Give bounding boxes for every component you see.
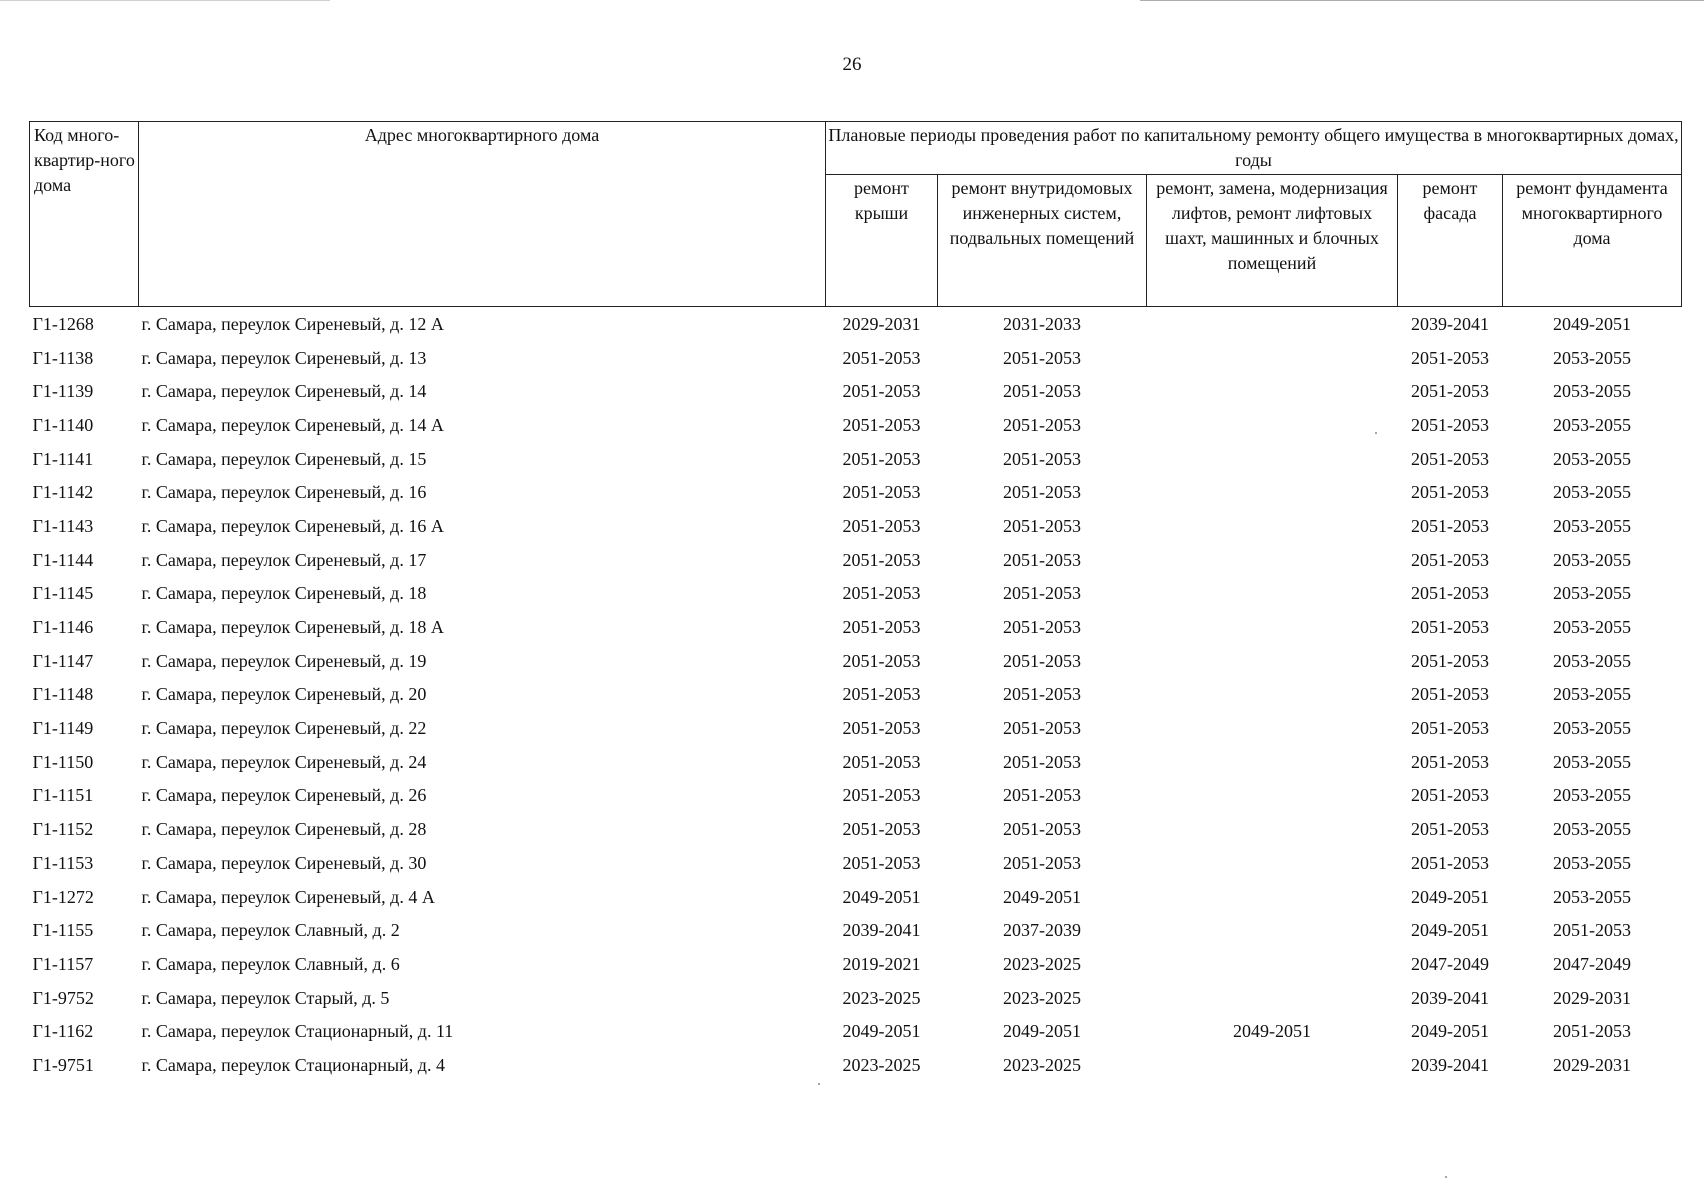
cell-address: г. Самара, переулок Сиреневый, д. 12 А: [141, 313, 444, 334]
cell-foundation: 2053-2055: [1553, 852, 1631, 873]
header-foundation: ремонт фундамента многоквартирного дома: [1503, 175, 1682, 307]
cell-code: Г1-1146: [32, 617, 94, 638]
scan-rule-right: [1140, 0, 1704, 1]
cell-facade: 2051-2053: [1411, 751, 1489, 772]
cell-systems: 2051-2053: [1003, 819, 1081, 840]
cell-foundation: 2053-2055: [1553, 718, 1631, 739]
cell-foundation: 2053-2055: [1553, 819, 1631, 840]
cell-code: Г1-1144: [32, 549, 94, 570]
table-row: [30, 475, 1682, 509]
cell-roof: 2023-2025: [842, 1054, 921, 1075]
cell-systems: 2051-2053: [1003, 482, 1081, 503]
header-systems: ремонт внутридомовых инженерных систем, подвальных помещений: [938, 175, 1147, 307]
cell-code: Г1-1272: [32, 886, 94, 907]
cell-lifts: [1147, 475, 1398, 509]
cell-facade: 2051-2053: [1411, 414, 1489, 435]
cell-address: г. Самара, переулок Сиреневый, д. 26: [141, 785, 427, 806]
cell-roof: 2051-2053: [842, 414, 921, 435]
cell-code: Г1-1152: [32, 819, 94, 840]
header-roof: ремонт крыши: [826, 175, 938, 307]
cell-systems: 2051-2053: [1003, 549, 1081, 570]
cell-roof: 2051-2053: [842, 785, 921, 806]
cell-foundation: 2053-2055: [1553, 886, 1631, 907]
scan-speck: [1445, 1176, 1447, 1178]
cell-code: Г1-1149: [32, 718, 94, 739]
cell-address: г. Самара, переулок Сиреневый, д. 15: [141, 448, 427, 469]
cell-roof: 2051-2053: [842, 482, 921, 503]
cell-roof: 2051-2053: [842, 819, 921, 840]
cell-code: Г1-1143: [32, 515, 94, 536]
table-row: [30, 408, 1682, 442]
cell-facade: 2051-2053: [1411, 852, 1489, 873]
cell-lifts: [1147, 610, 1398, 644]
cell-systems: 2051-2053: [1003, 583, 1081, 604]
cell-facade: 2051-2053: [1411, 819, 1489, 840]
table-row: [30, 981, 1682, 1015]
cell-facade: 2047-2049: [1411, 953, 1489, 974]
cell-code: Г1-1153: [32, 852, 94, 873]
cell-foundation: 2053-2055: [1553, 583, 1631, 604]
cell-lifts: [1147, 543, 1398, 577]
cell-lifts: [1147, 981, 1398, 1015]
cell-lifts: [1147, 408, 1398, 442]
header-code: Код много-квартир-ного дома: [30, 122, 139, 307]
cell-lifts: [1147, 1048, 1398, 1082]
cell-foundation: 2051-2053: [1553, 920, 1631, 941]
cell-facade: 2051-2053: [1411, 718, 1489, 739]
cell-foundation: 2053-2055: [1553, 347, 1631, 368]
table-row: [30, 577, 1682, 611]
cell-code: Г1-9752: [32, 987, 94, 1008]
cell-code: Г1-9751: [32, 1054, 94, 1075]
cell-code: Г1-1142: [32, 482, 94, 503]
cell-facade: 2039-2041: [1411, 987, 1489, 1008]
cell-facade: 2039-2041: [1411, 313, 1489, 334]
cell-foundation: 2049-2051: [1553, 313, 1631, 334]
cell-code: Г1-1268: [32, 313, 94, 334]
cell-address: г. Самара, переулок Сиреневый, д. 18 А: [141, 617, 444, 638]
cell-roof: 2051-2053: [842, 381, 921, 402]
cell-address: г. Самара, переулок Сиреневый, д. 14 А: [141, 414, 444, 435]
cell-systems: 2031-2033: [1003, 313, 1081, 334]
cell-facade: 2051-2053: [1411, 650, 1489, 671]
cell-systems: 2049-2051: [1003, 886, 1081, 907]
header-facade: ремонт фасада: [1398, 175, 1503, 307]
cell-facade: 2049-2051: [1411, 1021, 1489, 1042]
cell-foundation: 2053-2055: [1553, 650, 1631, 671]
cell-foundation: 2053-2055: [1553, 617, 1631, 638]
cell-address: г. Самара, переулок Стационарный, д. 11: [141, 1021, 454, 1042]
cell-facade: 2049-2051: [1411, 886, 1489, 907]
cell-code: Г1-1148: [32, 684, 94, 705]
cell-address: г. Самара, переулок Старый, д. 5: [141, 987, 390, 1008]
cell-lifts: [1147, 678, 1398, 712]
repair-schedule-table: [29, 121, 1682, 1082]
cell-lifts: [1147, 577, 1398, 611]
header-periods-group: Плановые периоды проведения работ по капитальному ремонту общего имущества в многоквартирных домах, годы: [826, 122, 1682, 175]
cell-roof: 2019-2021: [842, 953, 921, 974]
cell-code: Г1-1150: [32, 751, 94, 772]
cell-systems: 2051-2053: [1003, 347, 1081, 368]
scan-speck: [1375, 432, 1377, 434]
cell-roof: 2051-2053: [842, 347, 921, 368]
cell-roof: 2051-2053: [842, 650, 921, 671]
table-row: [30, 812, 1682, 846]
header-lifts: ремонт, замена, модернизация лифтов, ремонт лифтовых шахт, машинных и блочных помещений: [1147, 175, 1398, 307]
cell-code: Г1-1145: [32, 583, 94, 604]
table-row: [30, 610, 1682, 644]
table-row: [30, 307, 1682, 341]
table-row: [30, 846, 1682, 880]
header-address: Адрес многоквартирного дома: [139, 122, 826, 307]
scan-speck: [818, 1083, 820, 1085]
table-row: [30, 947, 1682, 981]
cell-foundation: 2029-2031: [1553, 1054, 1631, 1075]
cell-systems: 2049-2051: [1003, 1021, 1081, 1042]
cell-code: Г1-1151: [32, 785, 94, 806]
cell-roof: 2051-2053: [842, 515, 921, 536]
cell-lifts: [1147, 509, 1398, 543]
cell-address: г. Самара, переулок Сиреневый, д. 22: [141, 718, 427, 739]
table-row: [30, 442, 1682, 476]
cell-systems: 2051-2053: [1003, 852, 1081, 873]
cell-code: Г1-1157: [32, 953, 94, 974]
cell-foundation: 2053-2055: [1553, 414, 1631, 435]
cell-lifts: [1147, 644, 1398, 678]
cell-address: г. Самара, переулок Сиреневый, д. 19: [141, 650, 427, 671]
cell-address: г. Самара, переулок Сиреневый, д. 16: [141, 482, 427, 503]
cell-address: г. Самара, переулок Сиреневый, д. 13: [141, 347, 427, 368]
cell-lifts: [1147, 779, 1398, 813]
cell-facade: 2051-2053: [1411, 785, 1489, 806]
cell-address: г. Самара, переулок Сиреневый, д. 4 А: [141, 886, 435, 907]
cell-code: Г1-1138: [32, 347, 94, 368]
cell-foundation: 2053-2055: [1553, 785, 1631, 806]
cell-facade: 2051-2053: [1411, 515, 1489, 536]
cell-lifts: [1147, 711, 1398, 745]
cell-facade: 2051-2053: [1411, 549, 1489, 570]
table-row: [30, 913, 1682, 947]
table-row: [30, 509, 1682, 543]
cell-roof: 2051-2053: [842, 718, 921, 739]
table-row: [30, 374, 1682, 408]
cell-foundation: 2029-2031: [1553, 987, 1631, 1008]
cell-systems: 2023-2025: [1003, 987, 1081, 1008]
cell-code: Г1-1155: [32, 920, 94, 941]
cell-foundation: 2051-2053: [1553, 1021, 1631, 1042]
cell-roof: 2051-2053: [842, 448, 921, 469]
cell-code: Г1-1140: [32, 414, 94, 435]
page-number: 26: [842, 54, 862, 75]
cell-facade: 2051-2053: [1411, 583, 1489, 604]
cell-roof: 2049-2051: [842, 1021, 921, 1042]
cell-lifts: [1147, 307, 1398, 341]
cell-code: Г1-1139: [32, 381, 94, 402]
cell-foundation: 2053-2055: [1553, 482, 1631, 503]
cell-address: г. Самара, переулок Сиреневый, д. 24: [141, 751, 427, 772]
cell-lifts: [1147, 374, 1398, 408]
cell-address: г. Самара, переулок Сиреневый, д. 20: [141, 684, 427, 705]
cell-facade: 2039-2041: [1411, 1054, 1489, 1075]
cell-foundation: 2053-2055: [1553, 515, 1631, 536]
cell-systems: 2051-2053: [1003, 617, 1081, 638]
cell-address: г. Самара, переулок Сиреневый, д. 28: [141, 819, 427, 840]
cell-code: Г1-1147: [32, 650, 94, 671]
cell-foundation: 2047-2049: [1553, 953, 1631, 974]
cell-systems: 2037-2039: [1003, 920, 1081, 941]
table-row: [30, 341, 1682, 375]
cell-address: г. Самара, переулок Сиреневый, д. 30: [141, 852, 427, 873]
cell-lifts: [1147, 812, 1398, 846]
cell-systems: 2023-2025: [1003, 1054, 1081, 1075]
cell-roof: 2051-2053: [842, 549, 921, 570]
cell-systems: 2051-2053: [1003, 650, 1081, 671]
cell-facade: 2051-2053: [1411, 684, 1489, 705]
cell-lifts: 2049-2051: [1233, 1021, 1311, 1042]
table-row: [30, 779, 1682, 813]
cell-address: г. Самара, переулок Сиреневый, д. 14: [141, 381, 427, 402]
cell-lifts: [1147, 846, 1398, 880]
cell-systems: 2051-2053: [1003, 718, 1081, 739]
cell-facade: 2051-2053: [1411, 617, 1489, 638]
cell-code: Г1-1141: [32, 448, 94, 469]
cell-facade: 2051-2053: [1411, 381, 1489, 402]
cell-facade: 2051-2053: [1411, 347, 1489, 368]
cell-lifts: [1147, 745, 1398, 779]
cell-roof: 2029-2031: [842, 313, 921, 334]
cell-lifts: [1147, 913, 1398, 947]
cell-address: г. Самара, переулок Стационарный, д. 4: [141, 1054, 445, 1075]
cell-foundation: 2053-2055: [1553, 751, 1631, 772]
cell-roof: 2039-2041: [842, 920, 921, 941]
scan-rule-left: [0, 0, 330, 1]
cell-lifts: [1147, 947, 1398, 981]
cell-roof: 2051-2053: [842, 852, 921, 873]
table-row: [30, 543, 1682, 577]
cell-roof: 2049-2051: [842, 886, 921, 907]
cell-foundation: 2053-2055: [1553, 684, 1631, 705]
table-row: [30, 1014, 1682, 1048]
cell-systems: 2051-2053: [1003, 751, 1081, 772]
cell-lifts: [1147, 880, 1398, 914]
cell-foundation: 2053-2055: [1553, 448, 1631, 469]
cell-address: г. Самара, переулок Славный, д. 6: [141, 953, 400, 974]
cell-systems: 2051-2053: [1003, 785, 1081, 806]
cell-roof: 2023-2025: [842, 987, 921, 1008]
cell-systems: 2051-2053: [1003, 448, 1081, 469]
table-body: [30, 307, 1682, 1082]
table-row: [30, 1048, 1682, 1082]
cell-address: г. Самара, переулок Сиреневый, д. 18: [141, 583, 427, 604]
cell-roof: 2051-2053: [842, 583, 921, 604]
cell-roof: 2051-2053: [842, 751, 921, 772]
table-row: [30, 644, 1682, 678]
table-row: [30, 678, 1682, 712]
table-row: [30, 880, 1682, 914]
cell-facade: 2051-2053: [1411, 482, 1489, 503]
cell-facade: 2049-2051: [1411, 920, 1489, 941]
cell-systems: 2051-2053: [1003, 515, 1081, 536]
cell-code: Г1-1162: [32, 1021, 94, 1042]
cell-foundation: 2053-2055: [1553, 549, 1631, 570]
cell-systems: 2051-2053: [1003, 684, 1081, 705]
cell-lifts: [1147, 442, 1398, 476]
cell-address: г. Самара, переулок Сиреневый, д. 16 А: [141, 515, 444, 536]
cell-address: г. Самара, переулок Сиреневый, д. 17: [141, 549, 427, 570]
cell-address: г. Самара, переулок Славный, д. 2: [141, 920, 400, 941]
cell-foundation: 2053-2055: [1553, 381, 1631, 402]
table-row: [30, 711, 1682, 745]
cell-systems: 2051-2053: [1003, 414, 1081, 435]
cell-roof: 2051-2053: [842, 684, 921, 705]
cell-facade: 2051-2053: [1411, 448, 1489, 469]
cell-systems: 2051-2053: [1003, 381, 1081, 402]
cell-systems: 2023-2025: [1003, 953, 1081, 974]
table-row: [30, 745, 1682, 779]
cell-roof: 2051-2053: [842, 617, 921, 638]
cell-lifts: [1147, 341, 1398, 375]
